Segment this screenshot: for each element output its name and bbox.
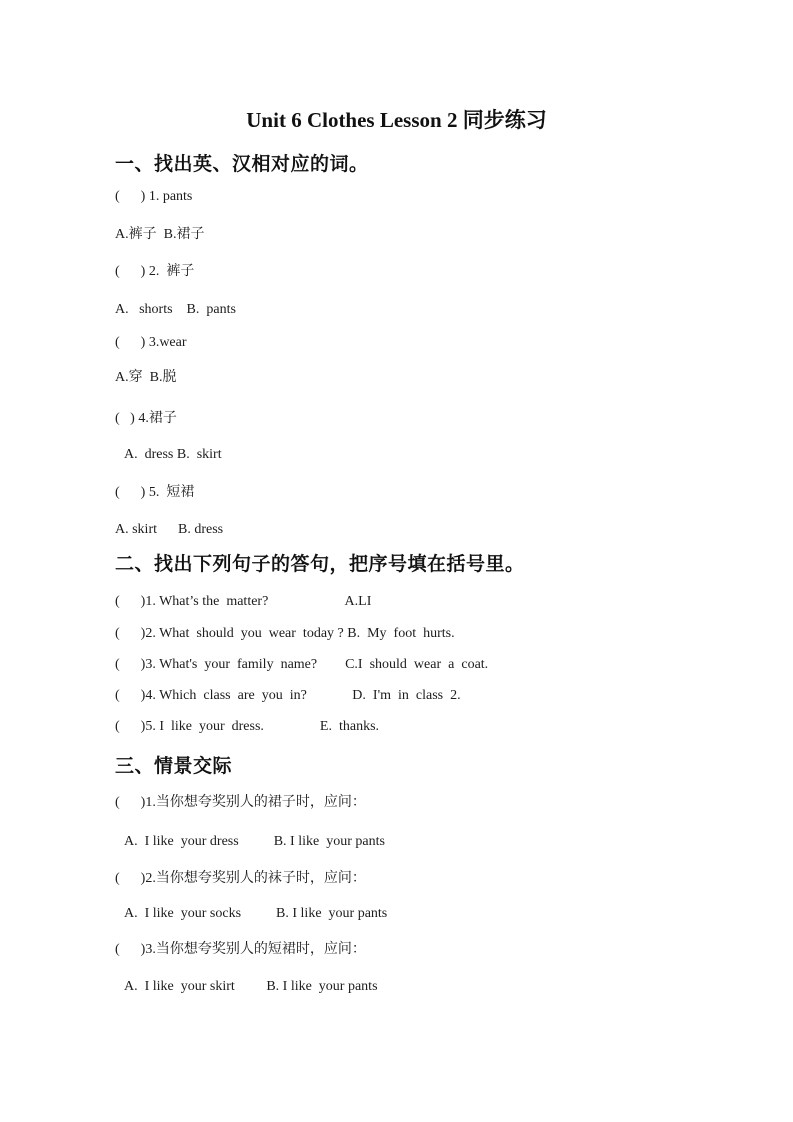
section2-row-3: ( )3. What's your family name? C.I should wear a coat. <box>115 657 489 672</box>
section1-question-4: ( ) 4.裙子 <box>115 411 177 426</box>
section3-options-1: A. I like your dress B. I like your pants <box>124 834 385 849</box>
section1-question-5: ( ) 5. 短裙 <box>115 485 195 500</box>
section3-question-1: ( )1.当你想夸奖别人的裙子时，应问： <box>115 795 366 810</box>
section2-row-5: ( )5. I like your dress. E. thanks. <box>115 719 380 734</box>
section2-row-4: ( )4. Which class are you in? D. I'm in class 2. <box>115 688 461 703</box>
section3-heading: 三、情景交际 <box>115 756 233 777</box>
worksheet-title: Unit 6 Clothes Lesson 2 同步练习 <box>246 108 547 132</box>
section1-options-1: A.裤子 B.裙子 <box>115 227 205 242</box>
section1-heading: 一、找出英、汉相对应的词。 <box>115 154 369 175</box>
section3-question-2: ( )2.当你想夸奖别人的袜子时，应问： <box>115 871 366 886</box>
section2-heading: 二、找出下列句子的答句，把序号填在括号里。 <box>115 554 525 575</box>
section1-options-5: A. skirt B. dress <box>115 522 224 537</box>
section2-row-1: ( )1. What’s the matter? A.LI <box>115 594 372 609</box>
section2-row-2: ( )2. What should you wear today ? B. My foot hurts. <box>115 626 455 641</box>
section1-options-3: A.穿 B.脱 <box>115 370 177 385</box>
section1-options-4: A. dress B. skirt <box>124 447 222 462</box>
section1-question-3: ( ) 3.wear <box>115 335 187 350</box>
section1-question-1: ( ) 1. pants <box>115 189 193 204</box>
section1-question-2: ( ) 2. 裤子 <box>115 264 195 279</box>
section3-question-3: ( )3.当你想夸奖别人的短裙时，应问： <box>115 942 366 957</box>
section1-options-2: A. shorts B. pants <box>115 302 236 317</box>
section3-options-2: A. I like your socks B. I like your pants <box>124 906 388 921</box>
section3-options-3: A. I like your skirt B. I like your pants <box>124 979 378 994</box>
